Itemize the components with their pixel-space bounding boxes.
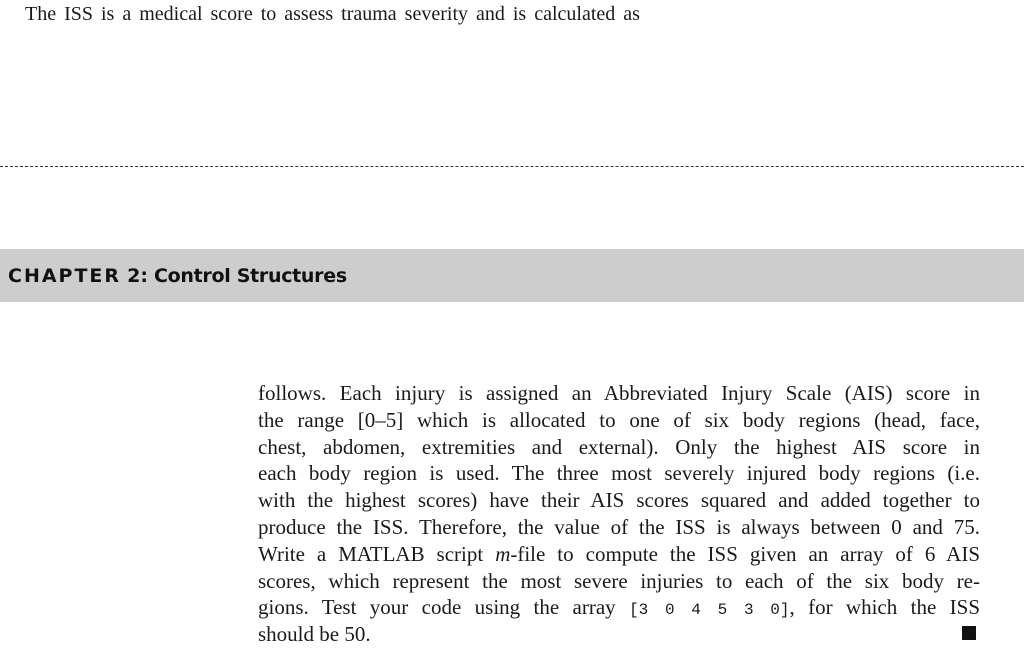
paragraph-line: scores, which represent the most severe injuries to each of the six body re-: [258, 568, 980, 593]
paragraph-line: each body region is used. The three most severely injured body regions (i.e.: [258, 461, 980, 486]
exercise-paragraph: [258, 380, 980, 648]
chapter-header: [0, 249, 1024, 302]
paragraph-text: Write a MATLAB script: [258, 541, 484, 566]
paragraph-line: the range [0–5] which is allocated to one of six body regions (head, face,: [258, 407, 980, 432]
paragraph-line: should be 50.: [258, 622, 371, 647]
chapter-number: 2:: [127, 265, 148, 287]
paragraph-text: gions. Test your code using the array: [258, 595, 616, 620]
paragraph-line: chest, abdomen, extremities and external). Only the highest AIS score in: [258, 434, 980, 459]
m-file-emphasis: m: [495, 541, 511, 566]
paragraph-line: [258, 594, 980, 621]
previous-page-text: The ISS is a medical score to assess trauma severity and is calculated as: [25, 3, 640, 25]
paragraph-line: [258, 541, 980, 568]
chapter-title: Control Structures: [153, 265, 347, 287]
chapter-label: CHAPTER: [8, 265, 122, 287]
chapter-heading: [8, 264, 347, 288]
paragraph-text: , for which the ISS: [789, 595, 980, 620]
paragraph-line: follows. Each injury is assigned an Abbreviated Injury Scale (AIS) score in: [258, 381, 980, 405]
paragraph-text: -file to compute the ISS given an array of 6 AIS: [510, 541, 980, 566]
end-of-exercise-square-icon: [962, 626, 976, 640]
page-break-divider: [0, 166, 1024, 167]
paragraph-line: produce the ISS. Therefore, the value of the ISS is always between 0 and 75.: [258, 514, 980, 539]
code-array: [3 0 4 5 3 0]: [629, 601, 790, 620]
paragraph-line: with the highest scores) have their AIS scores squared and added together to: [258, 488, 980, 513]
